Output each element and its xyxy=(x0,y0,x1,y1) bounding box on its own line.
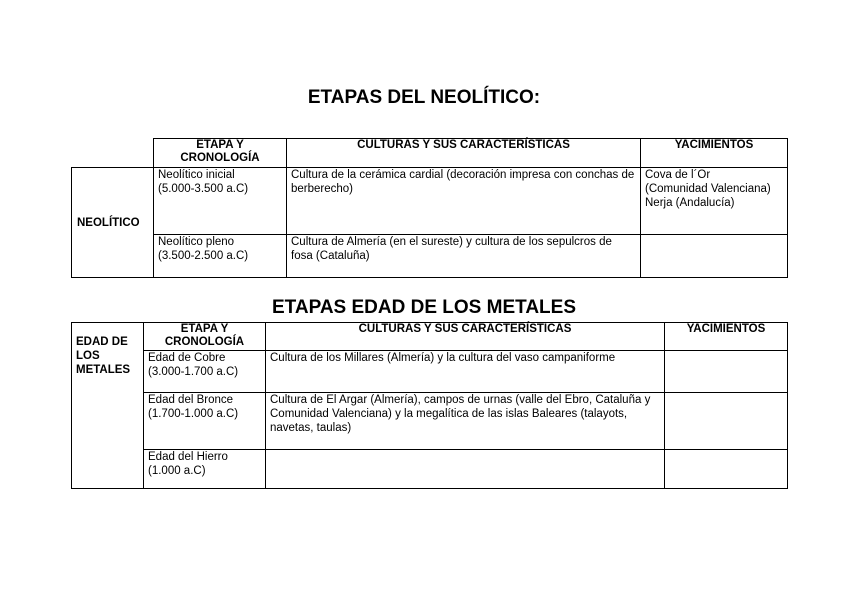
yacimientos-cell xyxy=(665,450,788,489)
yacimientos-cell xyxy=(641,235,788,278)
header-yacimientos: YACIMIENTOS xyxy=(641,139,788,168)
yacimiento-line: Nerja (Andalucía) xyxy=(645,197,735,209)
culturas-cell xyxy=(266,450,665,489)
header-etapa-line1: ETAPA Y xyxy=(196,139,244,151)
etapa-name: Neolítico pleno xyxy=(158,236,235,248)
metales-table xyxy=(71,322,788,489)
row-label-line: LOS xyxy=(76,350,100,362)
etapa-cronologia: (1.700-1.000 a.C) xyxy=(148,408,239,420)
metales-row-label xyxy=(72,323,144,489)
table-header-row xyxy=(72,323,788,351)
etapa-cell xyxy=(154,235,287,278)
header-culturas: CULTURAS Y SUS CARACTERÍSTICAS xyxy=(287,139,641,168)
header-culturas: CULTURAS Y SUS CARACTERÍSTICAS xyxy=(266,323,665,351)
table-row xyxy=(72,351,788,393)
neolitico-row-label: NEOLÍTICO xyxy=(72,168,154,278)
culturas-cell: Cultura de Almería (en el sureste) y cultura de los sepulcros de fosa (Cataluña) xyxy=(287,235,641,278)
metales-title: ETAPAS EDAD DE LOS METALES xyxy=(271,297,577,318)
header-yacimientos: YACIMIENTOS xyxy=(665,323,788,351)
header-etapa-line2: CRONOLOGÍA xyxy=(180,152,260,164)
header-etapa-line1: ETAPA Y xyxy=(180,323,229,335)
etapa-name: Edad de Cobre xyxy=(148,352,226,364)
row-label-line: EDAD DE xyxy=(76,336,128,348)
etapa-cell xyxy=(154,168,287,235)
yacimiento-line: (Comunidad Valenciana) xyxy=(645,183,771,195)
etapa-cronologia: (3.500-2.500 a.C) xyxy=(158,250,249,262)
table-header-row xyxy=(72,139,788,168)
table-row xyxy=(72,235,788,278)
etapa-cell xyxy=(144,393,266,450)
etapa-cronologia: (3.000-1.700 a.C) xyxy=(148,366,239,378)
header-etapa-line2: CRONOLOGÍA xyxy=(164,336,245,348)
header-etapa-cronologia xyxy=(144,323,266,351)
empty-corner-cell xyxy=(72,139,154,168)
culturas-cell: Cultura de El Argar (Almería), campos de urnas (valle del Ebro, Cataluña y Comunidad Valenciana) y la megalítica de las islas Baleares (talayots, navetas, taulas) xyxy=(266,393,665,450)
table-row xyxy=(72,450,788,489)
etapa-name: Edad del Hierro xyxy=(148,451,228,463)
table-row xyxy=(72,393,788,450)
etapa-name: Edad del Bronce xyxy=(148,394,234,406)
etapa-cell xyxy=(144,450,266,489)
yacimientos-cell xyxy=(665,393,788,450)
yacimientos-cell xyxy=(665,351,788,393)
header-etapa-cronologia xyxy=(154,139,287,168)
row-label-line: METALES xyxy=(76,364,131,376)
etapa-cronologia: (1.000 a.C) xyxy=(148,465,206,477)
yacimiento-line: Cova de l´Or xyxy=(645,169,711,181)
table-row xyxy=(72,168,788,235)
yacimientos-cell xyxy=(641,168,788,235)
culturas-cell: Cultura de la cerámica cardial (decoración impresa con conchas de berberecho) xyxy=(287,168,641,235)
neolitico-title: ETAPAS DEL NEOLÍTICO: xyxy=(307,87,541,108)
etapa-name: Neolítico inicial xyxy=(158,169,235,181)
culturas-cell: Cultura de los Millares (Almería) y la cultura del vaso campaniforme xyxy=(266,351,665,393)
neolitico-table xyxy=(71,138,788,278)
etapa-cronologia: (5.000-3.500 a.C) xyxy=(158,183,249,195)
etapa-cell xyxy=(144,351,266,393)
